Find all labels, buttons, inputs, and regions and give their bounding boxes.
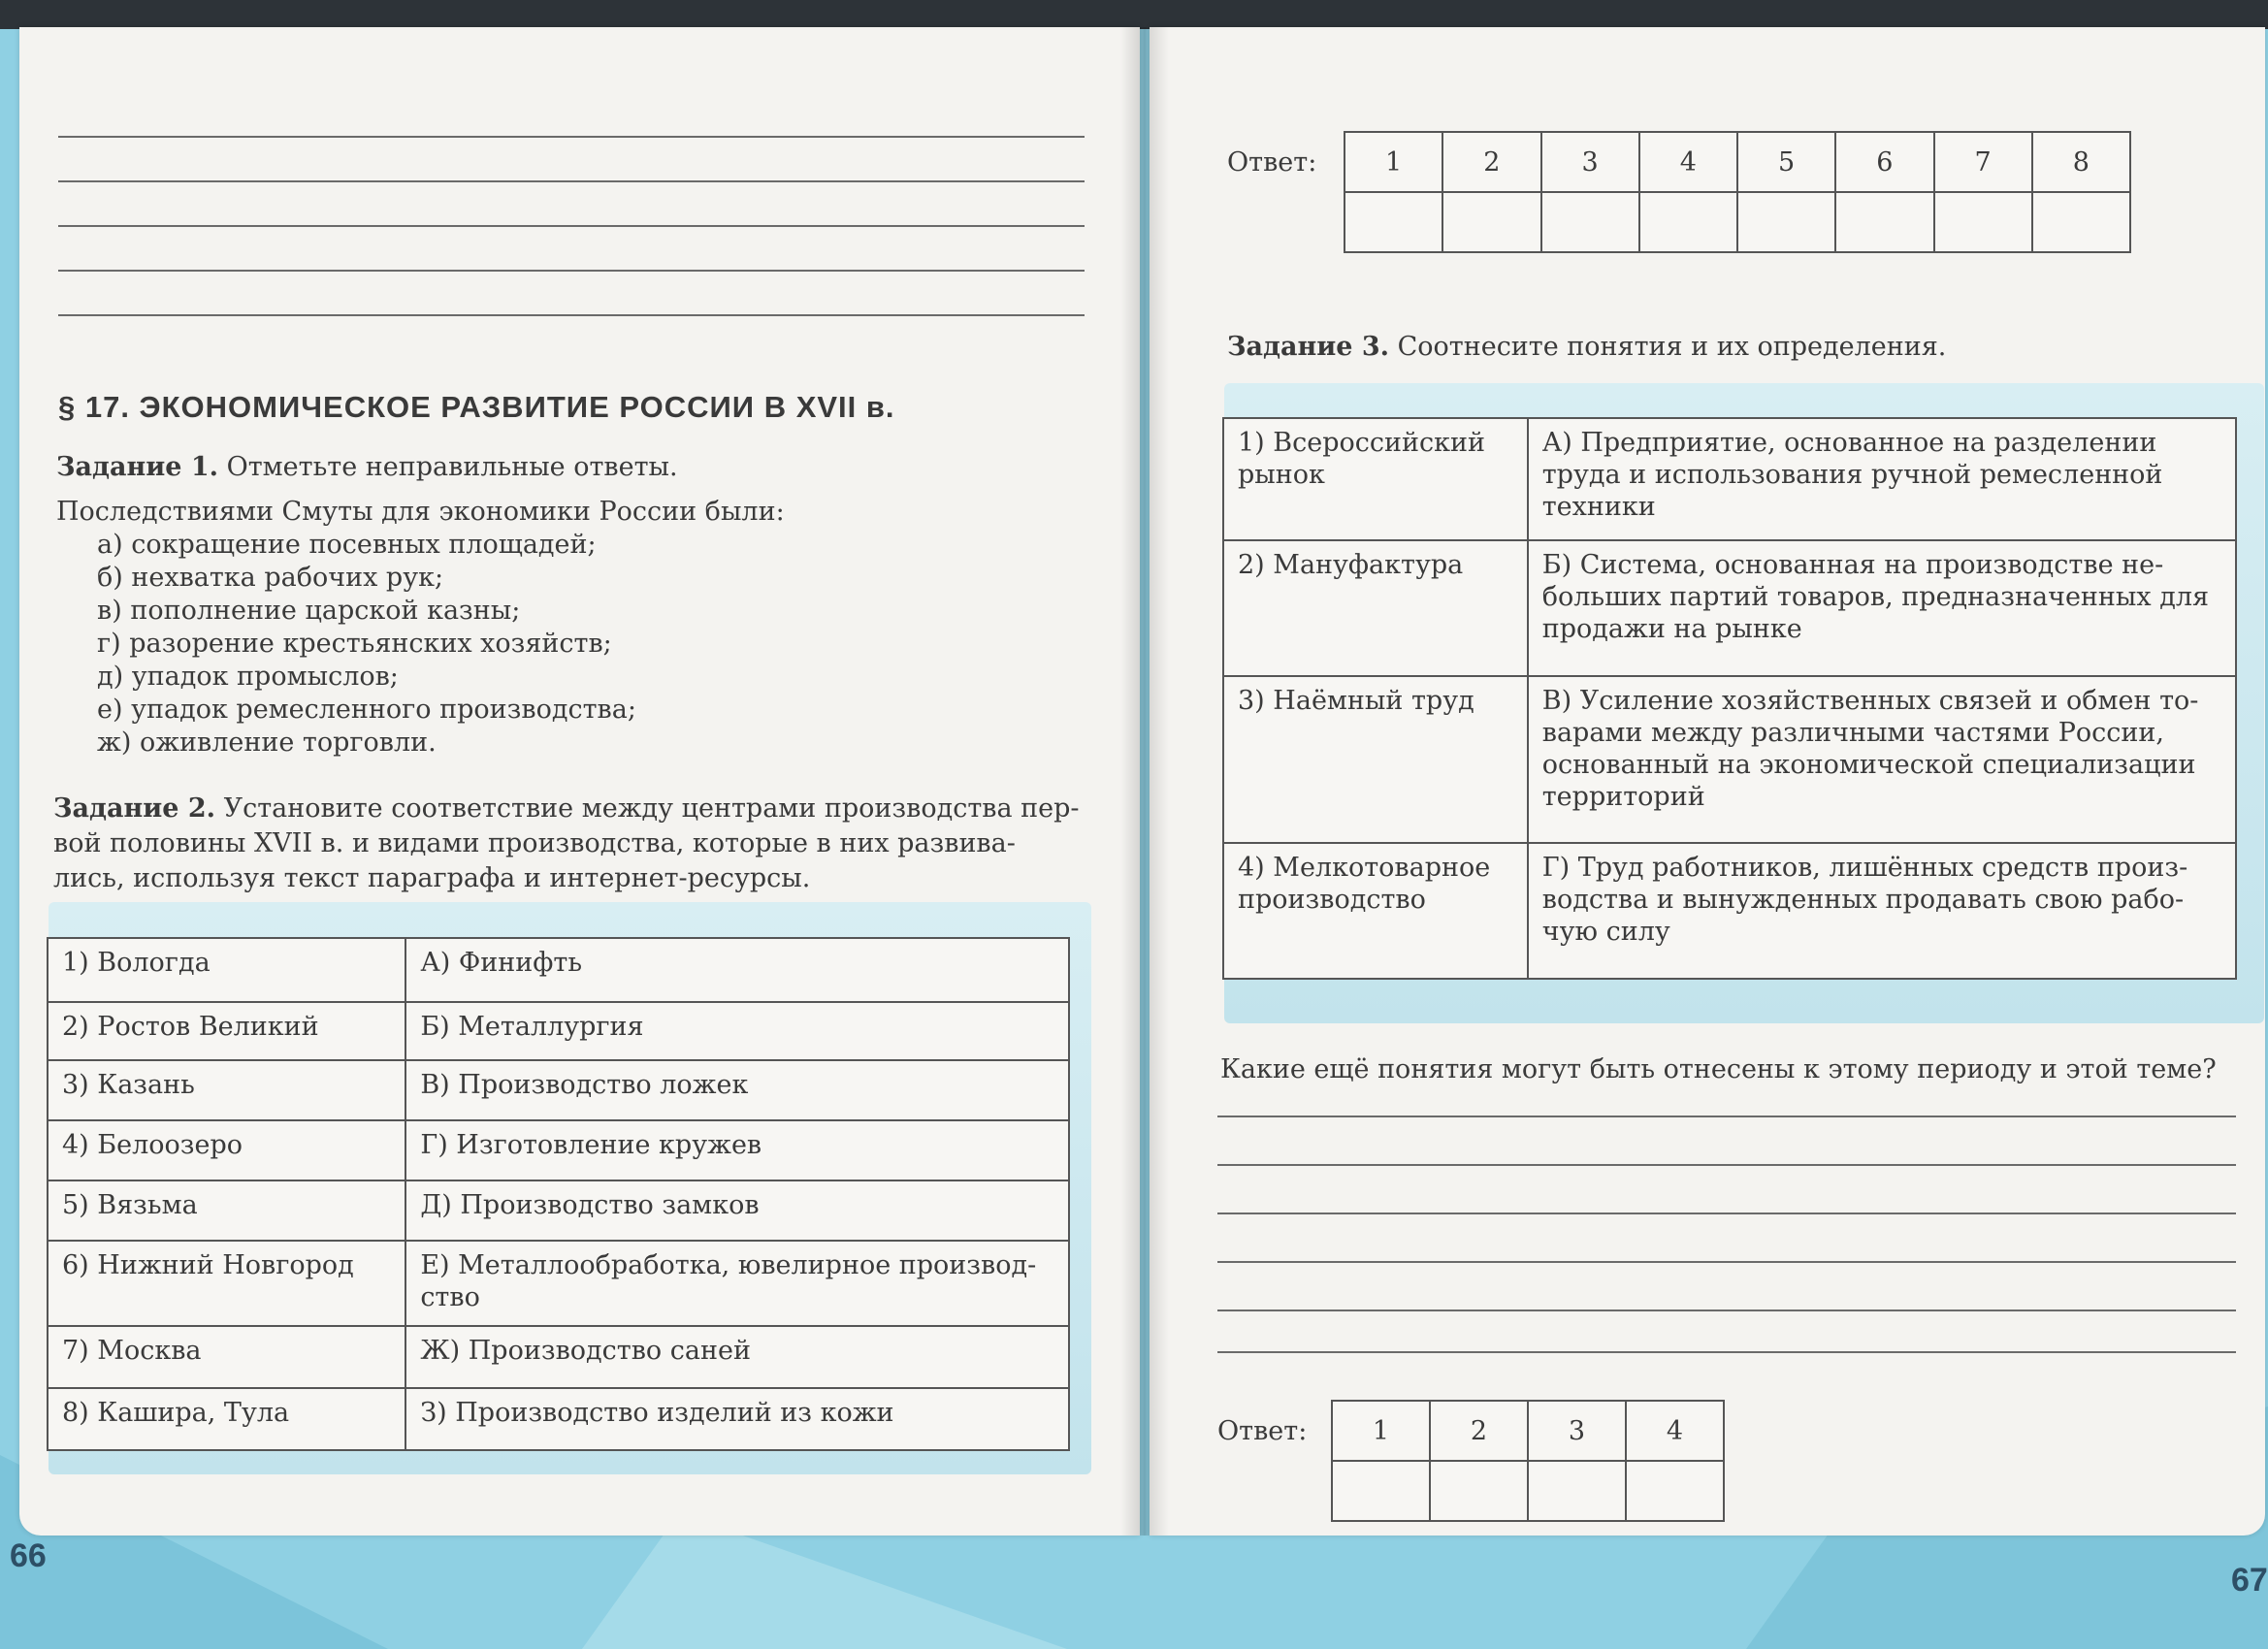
task2-heading — [53, 792, 1080, 826]
answer-input-cell[interactable] — [1626, 1461, 1724, 1521]
answer-input-cell[interactable] — [1835, 192, 1933, 252]
center-cell: 1) Вологда — [48, 938, 405, 1002]
table-row — [48, 1388, 1069, 1450]
section-title: § 17. ЭКОНОМИЧЕСКОЕ РАЗВИТИЕ РОССИИ В XVII в. — [58, 390, 895, 424]
answer-input-cell[interactable] — [1541, 192, 1639, 252]
answer-input-cell[interactable] — [1332, 1461, 1430, 1521]
answer-col-number: 8 — [2032, 132, 2130, 192]
def-line: территорий — [1541, 782, 1705, 812]
answer-input-cell[interactable] — [1528, 1461, 1626, 1521]
answer-col-number: 6 — [1835, 132, 1933, 192]
center-cell: 2) Ростов Великий — [48, 1002, 405, 1060]
term-line: рынок — [1238, 460, 1325, 490]
answer-input-row — [1345, 192, 2130, 252]
term-cell — [1223, 540, 1528, 676]
term-cell — [1223, 843, 1528, 979]
page-number-right: 67 — [2231, 1562, 2268, 1599]
task2-text-line: вой половины XVII в. и видами производства, которые в них развива- — [53, 828, 1016, 858]
production-cell: А) Финифть — [405, 938, 1069, 1002]
center-cell: 6) Нижний Новгород — [48, 1241, 405, 1326]
production-cell: Г) Изготовление кружев — [405, 1120, 1069, 1180]
table-row — [48, 1060, 1069, 1120]
production-cell: Ж) Производство саней — [405, 1326, 1069, 1388]
writing-line[interactable] — [58, 180, 1085, 182]
answer-input-cell[interactable] — [2032, 192, 2130, 252]
def-line: В) Усиление хозяйственных связей и обмен то- — [1541, 686, 2199, 716]
task1-option[interactable]: б) нехватка рабочих рук; — [97, 563, 444, 593]
writing-line[interactable] — [1217, 1164, 2236, 1166]
answer-table-task2 — [1344, 131, 2131, 253]
task1-option[interactable]: в) пополнение царской казны; — [97, 596, 521, 626]
answer-header-row — [1332, 1401, 1724, 1461]
answer-label: Ответ: — [1217, 1416, 1308, 1446]
answer-col-number: 5 — [1737, 132, 1835, 192]
table-row — [1223, 418, 2236, 540]
task2-text: Установите соответствие между центрами производства пер- — [223, 793, 1080, 824]
answer-input-cell[interactable] — [1639, 192, 1737, 252]
center-cell: 3) Казань — [48, 1060, 405, 1120]
task3-table — [1222, 417, 2237, 980]
cell-line: Е) Металлообработка, ювелирное производ- — [420, 1250, 1037, 1280]
table-row — [48, 1241, 1069, 1326]
answer-col-number: 1 — [1332, 1401, 1430, 1461]
task2-label: Задание 2. — [53, 793, 216, 824]
answer-header-row — [1345, 132, 2130, 192]
task1-label: Задание 1. — [56, 452, 219, 482]
term-cell — [1223, 418, 1528, 540]
book-gutter — [1120, 27, 1169, 1536]
def-line: чую силу — [1541, 917, 1670, 947]
task1-heading — [56, 450, 678, 485]
task1-lead: Последствиями Смуты для экономики России были: — [56, 497, 785, 527]
term-line: 3) Наёмный труд — [1238, 686, 1474, 716]
answer-col-number: 4 — [1626, 1401, 1724, 1461]
def-line: водства и вынужденных продавать свою рабо- — [1541, 885, 2185, 915]
writing-line[interactable] — [1217, 1212, 2236, 1214]
term-line: 2) Мануфактура — [1238, 550, 1464, 580]
task1-text: Отметьте неправильные ответы. — [226, 452, 678, 482]
answer-col-number: 2 — [1430, 1401, 1528, 1461]
def-line: варами между различными частями России, — [1541, 718, 2164, 748]
task2-table — [47, 937, 1070, 1451]
def-line: больших партий товаров, предназначенных для — [1541, 582, 2210, 612]
answer-col-number: 1 — [1345, 132, 1442, 192]
center-cell: 8) Кашира, Тула — [48, 1388, 405, 1450]
answer-input-cell[interactable] — [1934, 192, 2032, 252]
def-line: Б) Система, основанная на производстве не- — [1541, 550, 2164, 580]
table-row — [48, 1120, 1069, 1180]
production-cell: Д) Производство замков — [405, 1180, 1069, 1241]
answer-col-number: 4 — [1639, 132, 1737, 192]
def-line: продажи на рынке — [1541, 614, 1802, 644]
task1-option[interactable]: ж) оживление торговли. — [97, 728, 437, 758]
writing-line[interactable] — [1217, 1310, 2236, 1311]
production-cell: З) Производство изделий из кожи — [405, 1388, 1069, 1450]
table-row — [1223, 676, 2236, 843]
task1-option[interactable]: г) разорение крестьянских хозяйств; — [97, 629, 612, 659]
center-cell: 5) Вязьма — [48, 1180, 405, 1241]
writing-line[interactable] — [1217, 1351, 2236, 1353]
task3-text: Соотнесите понятия и их определения. — [1397, 332, 1947, 362]
def-line: Г) Труд работников, лишённых средств произ- — [1541, 853, 2188, 883]
writing-line[interactable] — [58, 314, 1085, 316]
definition-cell — [1528, 540, 2236, 676]
term-line: 4) Мелкотоварное — [1238, 853, 1491, 883]
task1-option[interactable]: е) упадок ремесленного производства; — [97, 695, 636, 725]
answer-col-number: 2 — [1442, 132, 1540, 192]
table-row — [48, 1002, 1069, 1060]
table-row — [1223, 540, 2236, 676]
production-cell: Б) Металлургия — [405, 1002, 1069, 1060]
answer-col-number: 3 — [1541, 132, 1639, 192]
definition-cell — [1528, 418, 2236, 540]
writing-line[interactable] — [1217, 1116, 2236, 1117]
def-line: основанный на экономической специализации — [1541, 750, 2196, 780]
task1-option[interactable]: д) упадок промыслов; — [97, 662, 399, 692]
answer-input-cell[interactable] — [1737, 192, 1835, 252]
table-row — [48, 1326, 1069, 1388]
term-cell — [1223, 676, 1528, 843]
writing-line[interactable] — [58, 270, 1085, 272]
answer-col-number: 3 — [1528, 1401, 1626, 1461]
task1-option[interactable]: а) сокращение посевных площадей; — [97, 530, 597, 560]
answer-input-cell[interactable] — [1442, 192, 1540, 252]
center-cell: 4) Белоозеро — [48, 1120, 405, 1180]
def-line: техники — [1541, 492, 1656, 522]
writing-line[interactable] — [58, 225, 1085, 227]
term-line: производство — [1238, 885, 1426, 915]
task3-label: Задание 3. — [1227, 332, 1390, 362]
follow-up-question: Какие ещё понятия могут быть отнесены к этому периоду и этой теме? — [1220, 1054, 2217, 1084]
answer-col-number: 7 — [1934, 132, 2032, 192]
answer-label: Ответ: — [1227, 147, 1317, 178]
writing-line[interactable] — [58, 136, 1085, 138]
cell-line: ство — [420, 1282, 480, 1312]
table-row — [48, 1180, 1069, 1241]
center-cell: 7) Москва — [48, 1326, 405, 1388]
def-line: А) Предприятие, основанное на разделении — [1541, 428, 2157, 458]
answer-input-cell[interactable] — [1430, 1461, 1528, 1521]
definition-cell — [1528, 843, 2236, 979]
def-line: труда и использования ручной ремесленной — [1541, 460, 2163, 490]
answer-table-task3 — [1331, 1400, 1725, 1522]
page-number-left: 66 — [10, 1537, 47, 1574]
task3-heading — [1227, 330, 1946, 365]
production-cell — [405, 1241, 1069, 1326]
definition-cell — [1528, 676, 2236, 843]
table-row — [48, 938, 1069, 1002]
answer-input-row — [1332, 1461, 1724, 1521]
term-line: 1) Всероссийский — [1238, 428, 1485, 458]
task2-text-line: лись, используя текст параграфа и интернет-ресурсы. — [53, 863, 811, 893]
table-row — [1223, 843, 2236, 979]
production-cell: В) Производство ложек — [405, 1060, 1069, 1120]
writing-line[interactable] — [1217, 1261, 2236, 1263]
answer-input-cell[interactable] — [1345, 192, 1442, 252]
